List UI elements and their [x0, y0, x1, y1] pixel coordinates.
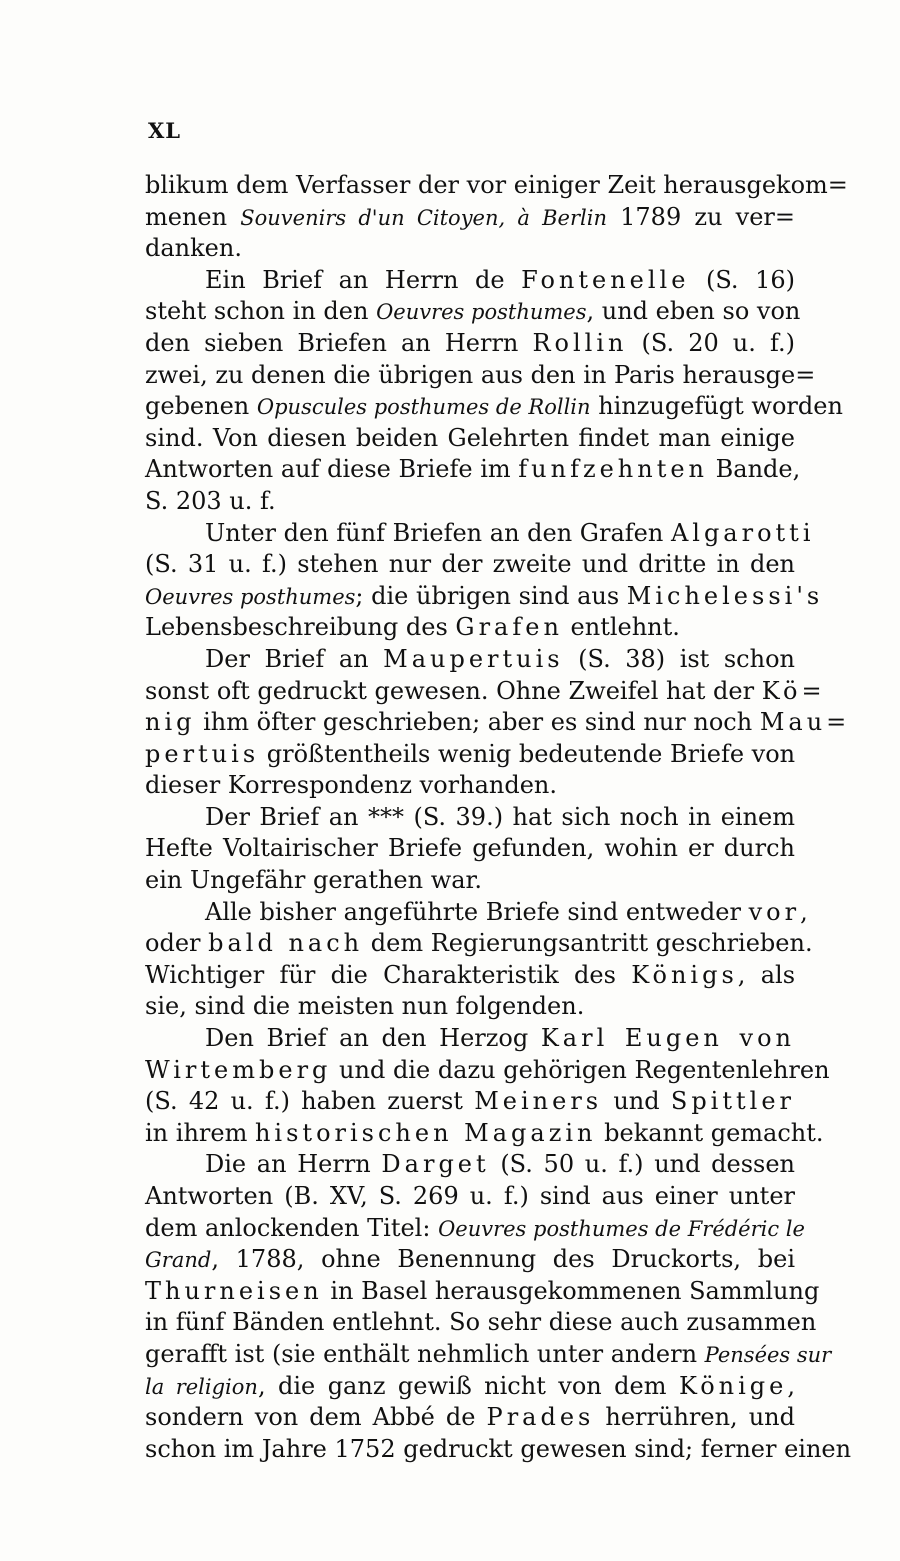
text-line — [145, 581, 824, 613]
spaced-text: historischen Magazin — [254, 1118, 597, 1147]
page-number: XL — [148, 118, 182, 143]
text-segment: , und eben so von — [586, 297, 801, 326]
text-segment: sondern von dem Abbé de — [145, 1403, 487, 1432]
spaced-text: Meiners — [474, 1087, 603, 1116]
spaced-text: Königs — [631, 960, 738, 989]
text-segment: gerafft ist (sie enthält nehmlich unter andern — [145, 1339, 705, 1368]
text-segment: Wichtiger für die Charakteristik des — [145, 960, 632, 989]
text-line — [145, 265, 795, 297]
text-line — [145, 1086, 795, 1118]
italic-text: Oeuvres posthumes — [145, 584, 356, 609]
text-line — [145, 1055, 830, 1087]
text-segment: , — [800, 897, 808, 926]
text-line — [145, 1371, 795, 1403]
text-segment: hinzugefügt worden — [590, 392, 843, 421]
text-segment: sonst oft gedruckt gewesen. Ohne Zweifel hat der — [145, 676, 762, 705]
spaced-text: vor — [748, 897, 801, 926]
text-segment: Der Brief an *** (S. 39.) hat sich noch in einem — [205, 802, 795, 831]
text-line — [145, 360, 816, 392]
text-segment: sind. Von diesen beiden Gelehrten findet man einige — [145, 423, 795, 452]
text-line — [145, 549, 795, 581]
text-segment: dem anlockenden Titel: — [145, 1213, 439, 1242]
spaced-text: Könige — [678, 1371, 788, 1400]
text-line — [145, 202, 795, 234]
italic-text: Oeuvres posthumes — [376, 300, 587, 325]
text-segment: S. 203 u. f. — [145, 486, 276, 515]
text-segment: in fünf Bänden entlehnt. So sehr diese auch zusammen — [145, 1308, 817, 1337]
text-segment: und die dazu gehörigen Regentenlehren — [331, 1055, 830, 1084]
spaced-text: Grafen — [455, 613, 563, 642]
text-line — [145, 1434, 852, 1466]
spaced-text: Fontenelle — [521, 265, 690, 294]
text-segment: ein Ungefähr gerathen war. — [145, 866, 483, 895]
spaced-text: Mau= — [759, 708, 851, 737]
text-segment: bekannt gemacht. — [596, 1118, 824, 1147]
text-segment: (S. 38) ist schon — [563, 644, 795, 673]
text-segment: Antworten (B. XV, S. 269 u. f.) sind aus einer unter — [145, 1182, 795, 1210]
text-line — [145, 296, 801, 328]
text-line — [145, 612, 795, 644]
text-segment: den sieben Briefen an Herrn — [145, 328, 533, 357]
text-segment: in Basel herausgekommenen Sammlung — [322, 1276, 820, 1305]
italic-text: Grand — [145, 1248, 212, 1273]
text-line — [145, 1402, 795, 1434]
spaced-text: Kö= — [761, 676, 826, 705]
text-segment: ihm öfter geschrieben; aber es sind nur noch — [195, 708, 760, 737]
text-line — [145, 1276, 820, 1308]
text-segment: entlehnt. — [562, 613, 680, 642]
text-segment: (S. 31 u. f.) stehen nur der zweite und dritte in den — [145, 550, 795, 579]
text-segment: Alle bisher angeführte Briefe sind entweder — [205, 897, 749, 926]
text-segment: zwei, zu denen die übrigen aus den in Paris herausge= — [145, 360, 816, 389]
text-segment: oder — [145, 929, 209, 958]
text-segment: Ein Brief an Herrn de — [205, 265, 522, 294]
text-line — [145, 770, 795, 802]
text-segment: ; die übrigen sind aus — [355, 581, 627, 610]
text-segment: , 1788, ohne Benennung des Druckorts, bei — [211, 1245, 795, 1274]
italic-text: Opuscules posthumes de Rollin — [256, 395, 591, 420]
text-line — [145, 928, 813, 960]
spaced-text: funfzehnten — [518, 455, 709, 484]
text-segment: blikum dem Verfasser der vor einiger Zeit herausgekom= — [145, 171, 848, 199]
text-segment: danken. — [145, 234, 242, 263]
text-line — [145, 1339, 832, 1371]
text-line — [145, 518, 815, 550]
text-line — [145, 739, 795, 771]
spaced-text: bald nach — [208, 929, 364, 958]
text-segment: Antworten auf diese Briefe im — [145, 455, 519, 484]
text-segment: schon im Jahre 1752 gedruckt gewesen sind; ferner einen — [145, 1434, 852, 1463]
text-line — [145, 802, 795, 834]
text-segment: sie, sind die meisten nun folgenden. — [145, 992, 585, 1021]
text-line — [145, 707, 851, 739]
italic-text: Oeuvres posthumes de Frédéric le — [438, 1216, 805, 1241]
text-segment: und — [602, 1087, 671, 1116]
text-segment: Den Brief an den Herzog — [205, 1024, 541, 1053]
text-segment: steht schon in den — [145, 297, 377, 326]
text-segment: 1789 zu ver= — [606, 202, 795, 231]
text-segment: Der Brief an — [205, 644, 384, 673]
text-segment: dieser Korrespondenz vorhanden. — [145, 771, 557, 800]
body-text — [145, 170, 852, 1465]
italic-text: Pensées sur — [704, 1342, 832, 1367]
text-line — [145, 1213, 805, 1245]
spaced-text: Thurneisen — [145, 1276, 323, 1305]
text-line — [145, 833, 795, 865]
spaced-text: Spittler — [670, 1087, 795, 1116]
text-line — [145, 644, 795, 676]
text-line — [145, 897, 808, 929]
text-line — [145, 1118, 824, 1150]
text-line — [145, 991, 795, 1023]
spaced-text: nig — [145, 708, 196, 737]
text-segment: (S. 16) — [689, 265, 795, 294]
text-line — [145, 454, 801, 486]
text-segment: in ihrem — [145, 1118, 255, 1147]
spaced-text: Wirtemberg — [145, 1055, 332, 1084]
text-line — [145, 391, 843, 423]
spaced-text: Rollin — [532, 328, 628, 357]
spaced-text: pertuis — [145, 739, 260, 768]
italic-text: la religion — [145, 1374, 258, 1399]
text-segment: , die ganz gewiß nicht von dem — [257, 1371, 679, 1400]
italic-text: Souvenirs d'un Citoyen, à Berlin — [240, 205, 607, 230]
spaced-text: Prades — [486, 1403, 595, 1432]
text-line — [145, 170, 848, 202]
text-line — [145, 1149, 795, 1181]
text-segment: Hefte Voltairischer Briefe gefunden, wohin er durch — [145, 834, 795, 863]
text-segment: gebenen — [145, 392, 257, 421]
text-segment: , — [787, 1371, 796, 1400]
text-segment: (S. 50 u. f.) und dessen — [489, 1150, 795, 1179]
text-line — [145, 486, 795, 518]
text-line — [145, 1181, 795, 1213]
text-line — [145, 423, 795, 455]
spaced-text: Karl Eugen von — [540, 1024, 795, 1053]
text-segment: herrühren, und — [594, 1403, 795, 1432]
text-line — [145, 1307, 817, 1339]
text-segment: größtentheils wenig bedeutende Briefe von — [259, 739, 796, 768]
text-segment: dem Regierungsantritt geschrieben. — [363, 929, 813, 958]
text-segment: Lebensbeschreibung des — [145, 613, 456, 642]
spaced-text: Algarotti — [670, 518, 815, 547]
spaced-text: Maupertuis — [383, 644, 564, 673]
text-segment: , als — [737, 960, 796, 989]
text-segment: Bande, — [708, 455, 801, 484]
text-line — [145, 1244, 795, 1276]
text-line — [145, 233, 795, 265]
text-segment: Unter den fünf Briefen an den Grafen — [205, 518, 671, 547]
spaced-text: Darget — [381, 1150, 490, 1179]
text-line — [145, 960, 795, 992]
text-line — [145, 865, 795, 897]
text-segment: menen — [145, 202, 241, 231]
text-segment: (S. 42 u. f.) haben zuerst — [145, 1087, 475, 1116]
text-line — [145, 328, 795, 360]
text-segment: (S. 20 u. f.) — [627, 328, 795, 357]
text-segment: Die an Herrn — [205, 1150, 382, 1179]
text-line — [145, 676, 826, 708]
spaced-text: Michelessi's — [626, 581, 824, 610]
text-line — [145, 1023, 795, 1055]
